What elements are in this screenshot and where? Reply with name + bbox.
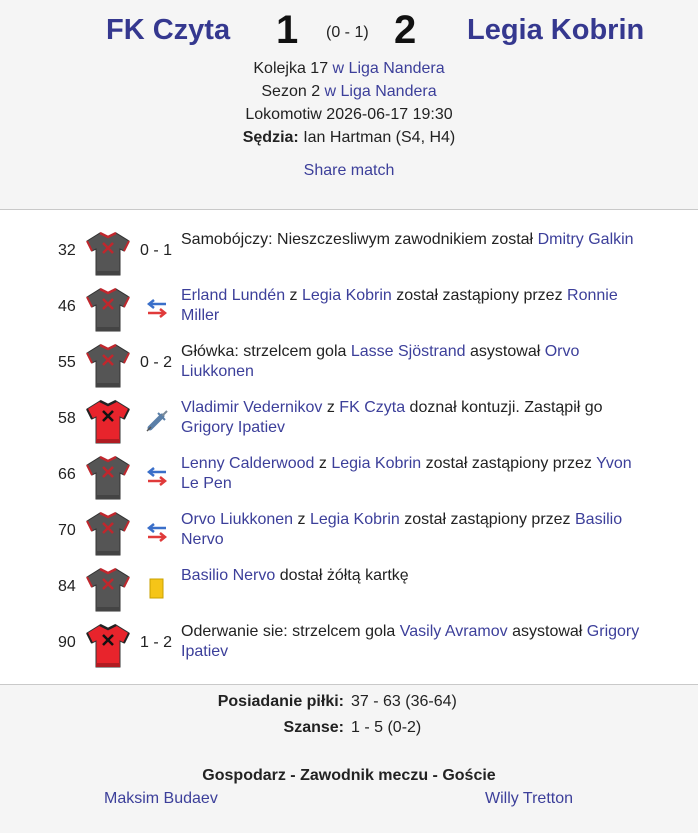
event-row bbox=[0, 562, 698, 616]
event-link[interactable]: Ronnie Miller bbox=[181, 287, 618, 324]
event-link[interactable]: Legia Kobrin bbox=[309, 511, 400, 528]
away-shirt-icon bbox=[86, 511, 130, 557]
venue-datetime: Lokomotiw 2026-06-17 19:30 bbox=[245, 106, 453, 123]
event-text: został zastąpiony przez bbox=[421, 455, 597, 472]
event-text: asystował bbox=[465, 343, 545, 360]
event-row bbox=[0, 282, 698, 336]
event-text: dostał żółtą kartkę bbox=[275, 567, 409, 584]
event-link[interactable]: Vasily Avramov bbox=[399, 623, 508, 640]
event-link[interactable]: Orvo Liukkonen bbox=[181, 343, 580, 380]
away-shirt-icon bbox=[86, 343, 130, 389]
event-link[interactable]: Basilio Nervo bbox=[181, 567, 276, 584]
away-team-link[interactable]: Legia Kobrin bbox=[467, 14, 645, 46]
motm-home-player-link[interactable]: Maksim Budaev bbox=[104, 790, 218, 807]
round-text: Kolejka 17 bbox=[253, 60, 333, 77]
event-minute: 32 bbox=[58, 242, 76, 259]
event-score: 0 - 1 bbox=[140, 242, 173, 259]
yellow-card-icon bbox=[142, 574, 172, 604]
away-shirt-icon bbox=[86, 287, 130, 333]
event-text: z bbox=[314, 455, 332, 472]
substitution-icon bbox=[142, 462, 172, 492]
event-text: został zastąpiony przez bbox=[399, 511, 575, 528]
event-description bbox=[181, 622, 641, 662]
home-shirt-icon bbox=[86, 399, 130, 445]
event-link[interactable]: Vladimir Vedernikov bbox=[181, 399, 323, 416]
match-header bbox=[0, 0, 698, 210]
event-link[interactable]: Grigory Ipatiev bbox=[181, 419, 286, 436]
event-minute: 55 bbox=[58, 354, 76, 371]
away-shirt-icon bbox=[86, 455, 130, 501]
motm-away-player-link[interactable]: Willy Tretton bbox=[485, 790, 574, 807]
event-link[interactable]: Grigory Ipatiev bbox=[181, 623, 640, 660]
possession-label: Posiadanie piłki: bbox=[217, 693, 344, 710]
round-info bbox=[0, 60, 698, 78]
chances-value: 1 - 5 (0-2) bbox=[351, 719, 422, 736]
event-description bbox=[181, 398, 641, 438]
referee-label: Sędzia: bbox=[242, 129, 299, 146]
referee-info bbox=[0, 129, 698, 147]
away-shirt-icon bbox=[86, 231, 130, 277]
event-description bbox=[181, 454, 641, 494]
event-description bbox=[181, 510, 641, 550]
league-link-round[interactable]: w Liga Nandera bbox=[332, 60, 445, 77]
halftime-score: (0 - 1) bbox=[326, 24, 369, 41]
event-link[interactable]: Legia Kobrin bbox=[301, 287, 392, 304]
event-minute: 58 bbox=[58, 410, 76, 427]
season-info bbox=[0, 83, 698, 101]
event-row bbox=[0, 618, 698, 672]
event-link[interactable]: Legia Kobrin bbox=[331, 455, 422, 472]
event-link[interactable]: Yvon Le Pen bbox=[181, 455, 632, 492]
event-link[interactable]: Lenny Calderwood bbox=[181, 455, 315, 472]
event-text: Główka: strzelcem gola bbox=[181, 343, 351, 360]
event-minute: 84 bbox=[58, 578, 76, 595]
event-text: Samobójczy: Nieszczesliwym zawodnikiem został bbox=[181, 231, 538, 248]
event-description bbox=[181, 230, 641, 250]
event-text: z bbox=[293, 511, 310, 528]
event-row bbox=[0, 450, 698, 504]
league-link-season[interactable]: w Liga Nandera bbox=[324, 83, 437, 100]
substitution-icon bbox=[142, 294, 172, 324]
event-minute: 66 bbox=[58, 466, 76, 483]
home-shirt-icon bbox=[86, 623, 130, 669]
event-minute: 90 bbox=[58, 634, 76, 651]
chances-label: Szanse: bbox=[283, 719, 344, 736]
event-link[interactable]: Orvo Liukkonen bbox=[181, 511, 294, 528]
match-footer bbox=[0, 684, 698, 833]
event-score: 0 - 2 bbox=[140, 354, 173, 371]
away-score: 2 bbox=[394, 8, 417, 52]
home-team-link[interactable]: FK Czyta bbox=[106, 14, 231, 46]
injury-syringe-icon bbox=[142, 406, 172, 436]
referee-value: Ian Hartman (S4, H4) bbox=[298, 129, 456, 146]
event-text: z bbox=[322, 399, 340, 416]
substitution-icon bbox=[142, 518, 172, 548]
event-text: doznał kontuzji. Zastąpił go bbox=[405, 399, 603, 416]
event-description bbox=[181, 342, 641, 382]
event-row bbox=[0, 506, 698, 560]
event-link[interactable]: Lasse Sjöstrand bbox=[350, 343, 466, 360]
event-score: 1 - 2 bbox=[140, 634, 173, 651]
share-match-link[interactable]: Share match bbox=[303, 162, 395, 179]
event-minute: 46 bbox=[58, 298, 76, 315]
event-link[interactable]: Erland Lundén bbox=[181, 287, 286, 304]
event-text: Oderwanie sie: strzelcem gola bbox=[181, 623, 400, 640]
event-minute: 70 bbox=[58, 522, 76, 539]
home-score: 1 bbox=[276, 8, 299, 52]
event-description bbox=[181, 566, 641, 586]
event-row bbox=[0, 394, 698, 448]
event-row bbox=[0, 226, 698, 280]
event-link[interactable]: Basilio Nervo bbox=[181, 511, 623, 548]
event-description bbox=[181, 286, 641, 326]
away-shirt-icon bbox=[86, 567, 130, 613]
event-row bbox=[0, 338, 698, 392]
event-text: asystował bbox=[507, 623, 587, 640]
man-of-the-match-title: Gospodarz - Zawodnik meczu - Goście bbox=[202, 767, 496, 784]
season-text: Sezon 2 bbox=[261, 83, 325, 100]
possession-value: 37 - 63 (36-64) bbox=[351, 693, 457, 710]
event-link[interactable]: Dmitry Galkin bbox=[537, 231, 634, 248]
event-text: z bbox=[285, 287, 302, 304]
event-link[interactable]: FK Czyta bbox=[339, 399, 406, 416]
event-text: został zastąpiony przez bbox=[391, 287, 568, 304]
